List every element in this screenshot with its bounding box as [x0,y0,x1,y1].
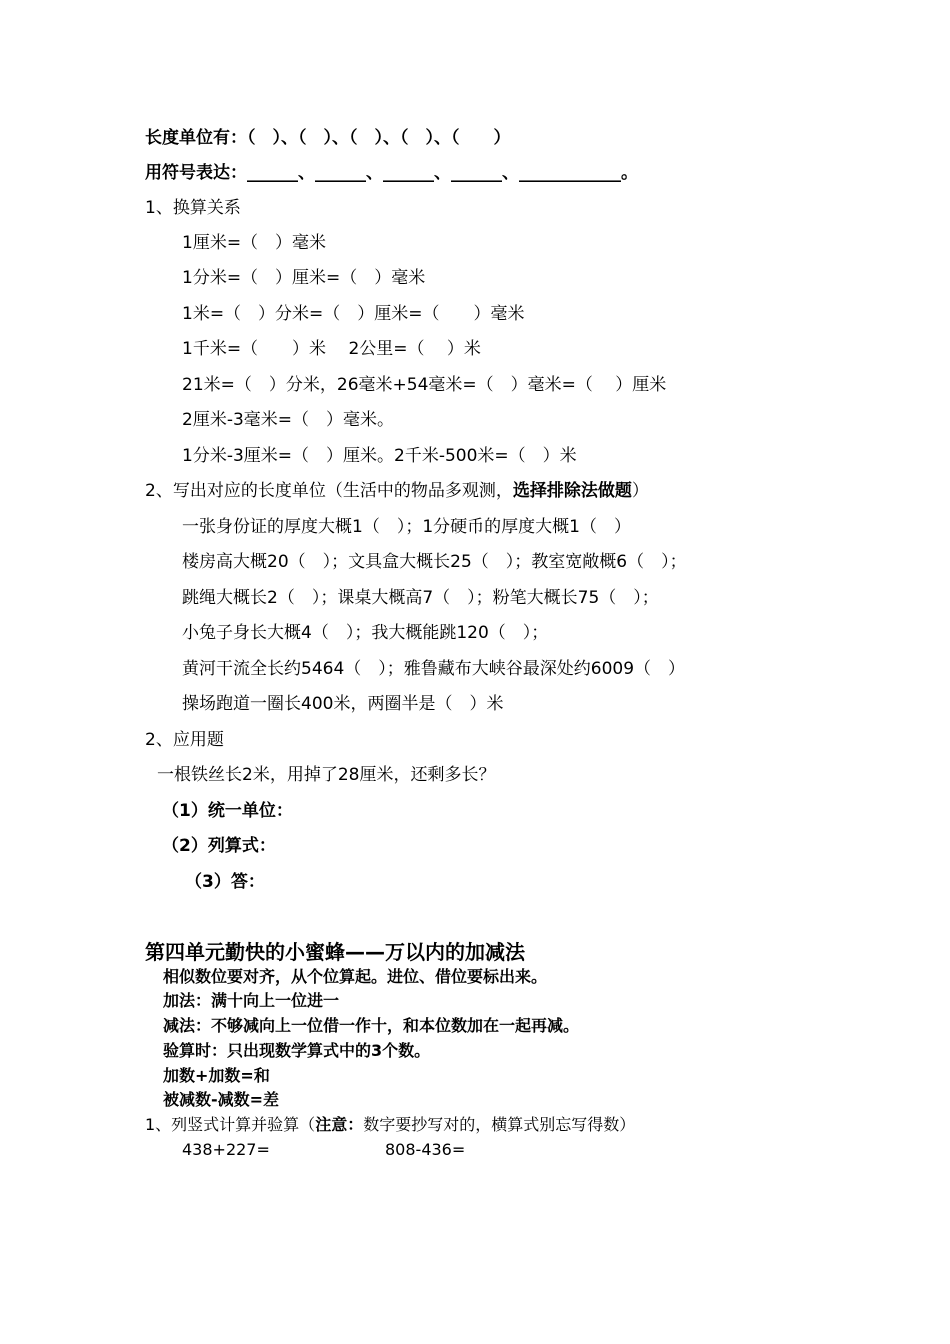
unit-title: 第四单元勤快的小蜜蜂——万以内的加减法 [145,940,525,964]
section-heading-vertical [145,1115,635,1135]
units-item: 楼房高大概20（ ）；文具盒大概长25（ ）；教室宽敞概6（ ）； [182,552,687,572]
heading-text-end: ） [631,481,649,501]
conversion-item: 1千米=（ ）米 2公里=（ ）米 [182,339,481,359]
step-answer: （3）答： [185,872,265,892]
rule-line: 减法：不够减向上一位借一作十，和本位数加在一起再减。 [163,1016,580,1035]
calc-problem: 808-436= [385,1140,466,1159]
units-item: 跳绳大概长2（ ）；课桌大概高7（ ）；粉笔大概长75（ ）； [182,588,659,608]
rule-line: 加法：满十向上一位进一 [163,991,340,1010]
calc-problem: 438+227= [182,1140,270,1159]
length-units-prompt: 长度单位有：（ ）、（ ）、（ ）、（ ）、（ ） [145,128,511,148]
units-item: 小兔子身长大概4（ ）；我大概能跳120（ ）； [182,623,549,643]
section-heading-units [145,480,649,502]
conversion-item: 1分米=（ ）厘米=（ ）毫米 [182,268,426,288]
conversion-item: 1厘米=（ ）毫米 [182,233,327,253]
step-equation: （2）列算式： [162,836,276,856]
conversion-item: 2厘米-3毫米=（ ）毫米。 [182,410,395,430]
word-problem: 一根铁丝长2米，用掉了28厘米，还剩多长？ [157,765,496,785]
rule-line: 被减数-减数=差 [163,1090,280,1109]
heading-text-end: 数字要抄写对的，横算式别忘写得数） [363,1115,636,1134]
heading-text: 1、列竖式计算并验算（ [145,1115,316,1134]
conversion-item: 1米=（ ）分米=（ ）厘米=（ ）毫米 [182,304,525,324]
conversion-item: 1分米-3厘米=（ ）厘米。2千米-500米=（ ）米 [182,446,577,466]
rule-line: 相似数位要对齐，从个位算起。进位、借位要标出来。 [163,967,548,986]
step-unify-units: （1）统一单位： [162,801,293,821]
units-item: 操场跑道一圈长400米，两圈半是（ ）米 [182,694,504,714]
section-heading-application: 2、应用题 [145,730,224,750]
heading-emphasis: 注意： [315,1115,364,1134]
units-item: 黄河干流全长约5464（ ）；雅鲁藏布大峡谷最深处约6009（ ） [182,659,686,679]
heading-emphasis: 选择排除法做题 [512,481,632,501]
rule-line: 验算时：只出现数学算式中的3个数。 [163,1041,431,1060]
section-heading-conversion: 1、换算关系 [145,198,241,218]
symbol-prompt: 用符号表达：______、______、______、______、____________。 [145,163,638,183]
units-item: 一张身份证的厚度大概1（ ）；1分硬币的厚度大概1（ ） [182,517,631,537]
rule-line: 加数+加数=和 [163,1066,270,1085]
conversion-item: 21米=（ ）分米，26毫米+54毫米=（ ）毫米=（ ）厘米 [182,375,667,395]
heading-text: 2、写出对应的长度单位（生活中的物品多观测， [145,481,513,501]
